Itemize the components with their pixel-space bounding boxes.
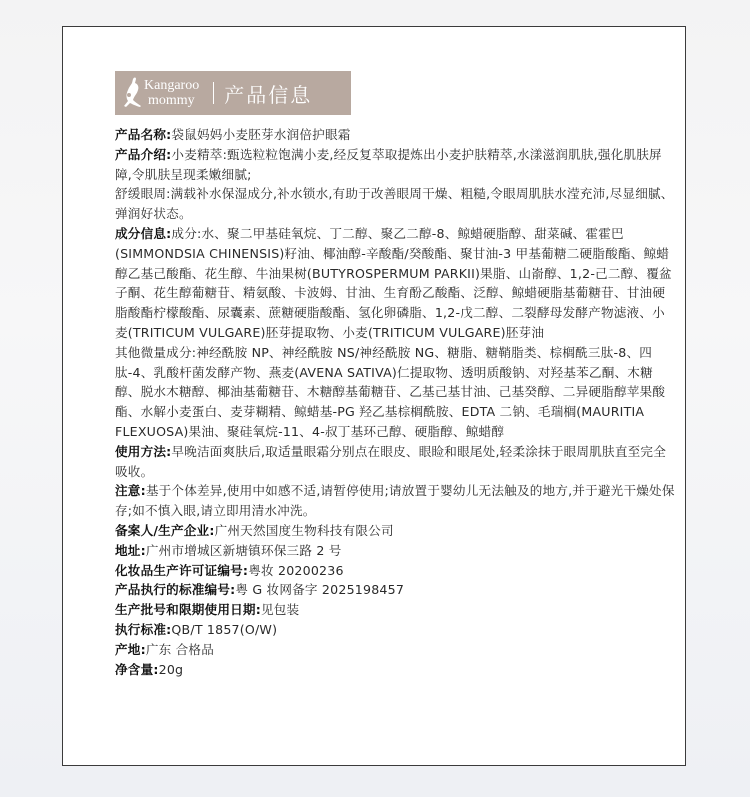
brand-header [115,71,351,115]
product-intro-label: 产品介绍: [115,146,172,162]
origin-label: 产地: [115,641,146,657]
filer-value: 广州天然国度生物科技有限公司 [214,522,394,538]
brand-logo-text [144,78,199,108]
ingredients-value: 成分:水、聚二甲基硅氧烷、丁二醇、聚乙二醇-8、鲸蜡硬脂醇、甜菜碱、霍霍巴(SIMMONDSIA CHINENSIS)籽油、椰油醇-辛酸酯/癸酸酯、聚甘油-3 甲基葡糖二硬脂酸酯、鲸蜡醇乙基己酸酯、花生醇、牛油果树(BUTYROSPERMUM PARKII)果脂、山嵛醇、1,2-己二醇、覆盆子酮、花生醇葡糖苷、精氨酸、卡波姆、甘油、生育酚乙酸酯、泛醇、鲸蜡硬脂基葡糖苷、甘油硬脂酸酯柠檬酸酯、尿囊素、蔗糖硬脂酸酯、氢化卵磷脂、1,2-戊二醇、二裂酵母发酵产物滤液、小麦(TRITICUM VULGARE)胚芽提取物、小麦(TRITICUM VULGARE)胚芽油 [115,225,672,340]
standard-no-label: 产品执行的标准编号: [115,582,236,598]
standard-no-row [115,580,675,600]
exec-standard-label: 执行标准: [115,621,172,637]
product-intro-value-2: 舒缓眼周:满载补水保湿成分,补水锁水,有助于改善眼周干燥、粗糙,令眼周肌肤水滢充沛,尽显细腻、弹润好状态。 [115,186,674,222]
exec-standard-value: QB/T 1857(O/W) [171,621,278,637]
product-intro-row-2 [115,184,675,224]
notice-row [115,481,675,521]
license-label: 化妆品生产许可证编号: [115,562,249,578]
license-value: 粤妆 20200236 [248,562,344,578]
notice-label: 注意: [115,483,146,499]
kangaroo-logo-icon [120,76,142,110]
address-row [115,541,675,561]
address-label: 地址: [115,542,146,558]
usage-value: 早晚洁面爽肤后,取适量眼霜分别点在眼皮、眼睑和眼尾处,轻柔涂抹于眼周肌肤直至完全吸收。 [115,443,666,479]
exec-standard-row [115,620,675,640]
batch-value: 见包装 [260,602,300,618]
ingredients-row [115,224,675,343]
standard-no-value: 粤 G 妆网备字 2025198457 [235,582,405,598]
product-name-row [115,125,675,145]
usage-label: 使用方法: [115,443,172,459]
net-content-value: 20g [158,661,184,677]
address-value: 广州市增城区新塘镇环保三路 2 号 [145,542,342,558]
usage-row [115,442,675,482]
license-row [115,561,675,581]
brand-divider [213,82,214,104]
product-details [115,125,675,679]
page-title: 产品信息 [224,82,313,107]
product-name-label: 产品名称: [115,127,172,142]
brand-logo-line2: mommy [148,93,195,108]
product-name-value: 袋鼠妈妈小麦胚芽水润倍护眼霜 [171,127,351,142]
ingredients-label: 成分信息: [115,225,172,241]
filer-row [115,521,675,541]
net-content-label: 净含量: [115,661,159,677]
batch-label: 生产批号和限期使用日期: [115,602,261,618]
notice-value: 基于个体差异,使用中如感不适,请暂停使用;请放置于婴幼儿无法触及的地方,并于避光干燥处保存;如不慎入眼,请立即用清水冲洗。 [115,483,675,519]
brand-logo-line1: Kangaroo [144,78,200,93]
net-content-row [115,660,675,680]
trace-ingredients-value: 其他微量成分:神经酰胺 NP、神经酰胺 NS/神经酰胺 NG、糖脂、糖鞘脂类、棕榈酰三肽-8、四肽-4、乳酸杆菌发酵产物、燕麦(AVENA SATIVA)仁提取物、透明质酸钠、对羟基苯乙酮、木糖醇、脱水木糖醇、椰油基葡糖苷、木糖醇基葡糖苷、乙基己基甘油、己基癸醇、二异硬脂醇苹果酸酯、水解小麦蛋白、麦芽糊精、鲸蜡基-PG 羟乙基棕榈酰胺、EDTA 二钠、毛瑞榈(MAURITIA FLEXUOSA)果油、聚硅氧烷-11、4-叔丁基环己醇、硬脂醇、鲸蜡醇 [115,344,666,439]
origin-row [115,640,675,660]
product-intro-row [115,145,675,185]
batch-row [115,600,675,620]
origin-value: 广东 合格品 [145,641,215,657]
product-info-card [62,26,686,766]
trace-ingredients-row [115,343,675,442]
product-intro-value: 小麦精萃:甄选粒粒饱满小麦,经反复萃取提炼出小麦护肤精萃,水漾滋润肌肤,强化肌肤屏障,令肌肤呈现柔嫩细腻; [115,146,662,182]
filer-label: 备案人/生产企业: [115,522,215,538]
